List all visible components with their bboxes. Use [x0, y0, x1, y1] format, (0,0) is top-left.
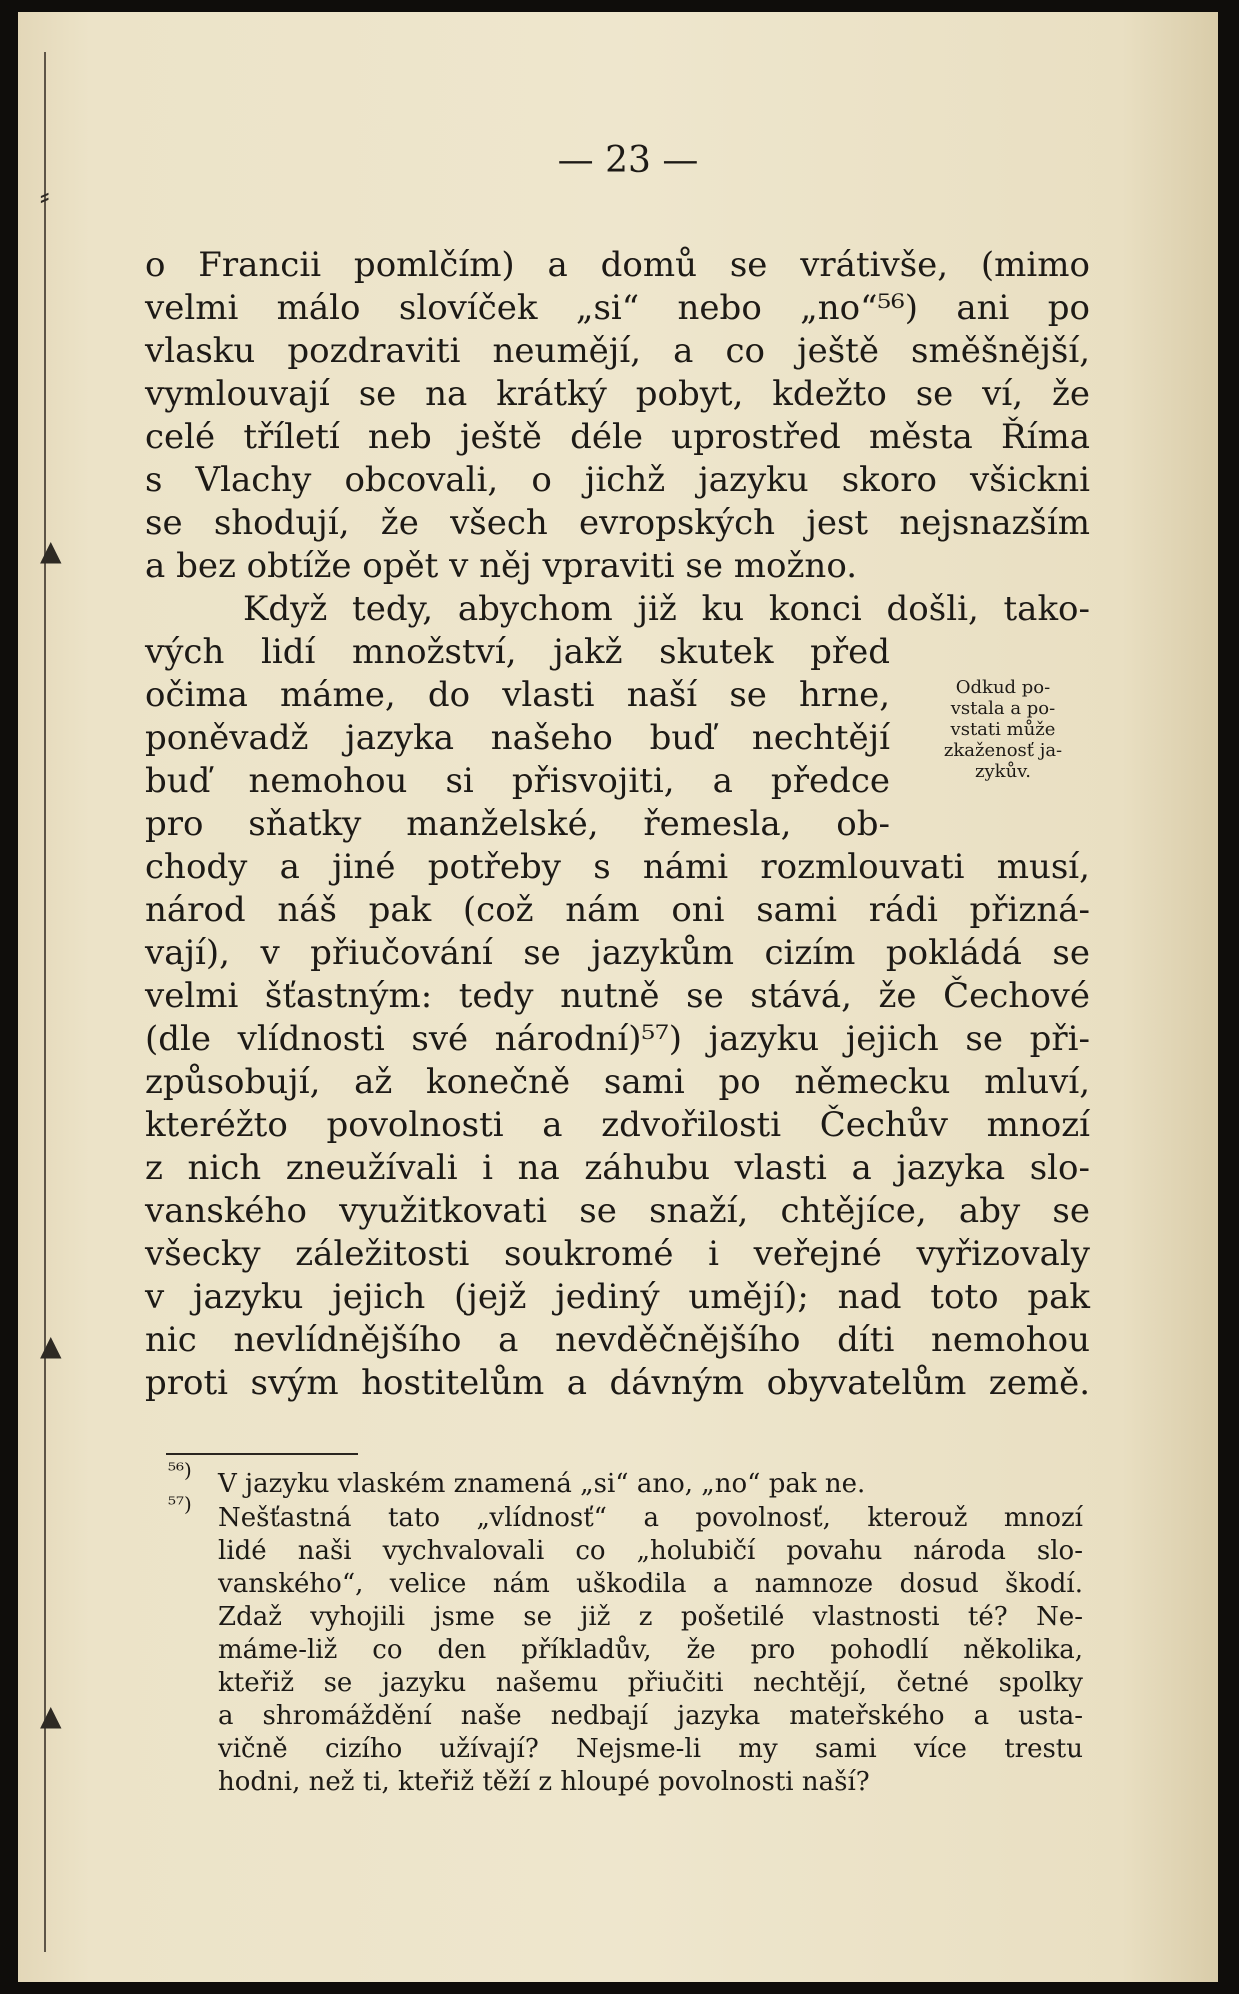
body-line: vých lidí množství, jakž skutek před	[145, 632, 890, 672]
body-line-indented: Když tedy, abychom již ku konci došli, tako-	[243, 589, 1090, 629]
body-line: (dle vlídnosti své národní)⁵⁷) jazyku jejich se při-	[145, 1019, 1090, 1059]
binding-mark-arrow-icon: ▲	[40, 1329, 62, 1362]
footnote-57-line: máme-liž co den příkladův, že pro pohodlí několika,	[218, 1635, 1083, 1665]
footnote-57-line: vanského“, velice nám uškodila a namnoze dosud škodí.	[218, 1569, 1083, 1599]
body-line: a bez obtíže opět v něj vpraviti se možno.	[145, 546, 858, 586]
margin-note-line: vstala a po-	[950, 698, 1056, 719]
binding-mark-arrow-icon: ▲	[40, 534, 62, 567]
body-line: pro sňatky manželské, řemesla, ob-	[145, 804, 890, 844]
binding-edge	[44, 52, 56, 1952]
body-line: o Francii pomlčím) a domů se vrátivše, (mimo	[145, 245, 1090, 285]
book-page	[18, 12, 1218, 1982]
page-number: — 23 —	[557, 140, 699, 181]
body-line: velmi málo slovíček „si“ nebo „no“⁵⁶) ani po	[145, 288, 1090, 328]
body-line: v jazyku jejich (jejž jediný umějí); nad toto pak	[145, 1277, 1090, 1317]
body-line: národ náš pak (což nám oni sami rádi přizná-	[145, 890, 1090, 930]
body-line: vlasku pozdraviti neumějí, a co ještě směšnější,	[145, 331, 1090, 371]
margin-note-line: vstati může	[950, 719, 1056, 740]
footnote-marker-56: ⁵⁶)	[168, 1458, 192, 1482]
body-line: se shodují, že všech evropských jest nejsnazším	[145, 503, 1090, 543]
footnote-56-line: V jazyku vlaském znamená „si“ ano, „no“ pak ne.	[218, 1469, 866, 1499]
footnote-57-line: lidé naši vychvalovali co „holubičí povahu národa slo-	[218, 1536, 1083, 1566]
binding-mark: ⸗	[40, 179, 50, 212]
margin-note-line: zkaženosť ja-	[943, 740, 1063, 761]
footnote-57-line: a shromáždění naše nedbají jazyka mateřského a usta-	[218, 1701, 1083, 1731]
footnote-separator	[166, 1453, 358, 1455]
body-line: proti svým hostitelům a dávným obyvatelům země.	[145, 1363, 1090, 1403]
body-line: vymlouvají se na krátký pobyt, kdežto se ví, že	[145, 374, 1090, 414]
footnote-57-line: kteřiž se jazyku našemu přiučiti nechtějí, četné spolky	[218, 1668, 1083, 1698]
body-line: všecky záležitosti soukromé i veřejné vyřizovaly	[145, 1234, 1090, 1274]
body-line: poněvadž jazyka našeho buď nechtějí	[145, 718, 890, 758]
footnote-57-line: Zdaž vyhojili jsme se již z pošetilé vlastnosti té? Ne-	[218, 1602, 1083, 1632]
body-line: s Vlachy obcovali, o jichž jazyku skoro všickni	[145, 460, 1090, 500]
body-line: nic nevlídnějšího a nevděčnějšího díti nemohou	[145, 1320, 1090, 1360]
body-line: buď nemohou si přisvojiti, a předce	[145, 761, 890, 801]
body-line: z nich zneužívali i na záhubu vlasti a jazyka slo-	[145, 1148, 1090, 1188]
footnote-57-line: Nešťastná tato „vlídnosť“ a povolnosť, kterouž mnozí	[218, 1503, 1083, 1533]
body-line: očima máme, do vlasti naší se hrne,	[145, 675, 890, 715]
body-line: chody a jiné potřeby s námi rozmlouvati musí,	[145, 847, 1090, 887]
body-line: velmi šťastným: tedy nutně se stává, že Čechové	[145, 976, 1090, 1016]
footnote-57-line: vičně cizího užívají? Nejsme-li my sami více trestu	[218, 1734, 1083, 1764]
body-line: způsobují, až konečně sami po německu mluví,	[145, 1062, 1090, 1102]
body-line: vanského využitkovati se snaží, chtějíce, aby se	[145, 1191, 1090, 1231]
footnote-marker-57: ⁵⁷)	[168, 1492, 192, 1516]
body-line: kteréžto povolnosti a zdvořilosti Čechův mnozí	[145, 1105, 1090, 1145]
body-line: celé tříletí neb ještě déle uprostřed města Říma	[145, 417, 1090, 457]
body-line: vají), v přiučování se jazykům cizím pokládá se	[145, 933, 1090, 973]
margin-note-line: Odkud po-	[955, 677, 1051, 698]
margin-note-line: zykův.	[975, 761, 1031, 782]
binding-mark-arrow-icon: ▲	[40, 1699, 62, 1732]
footnote-57-line: hodni, než ti, kteřiž těží z hloupé povolnosti naší?	[218, 1767, 870, 1797]
